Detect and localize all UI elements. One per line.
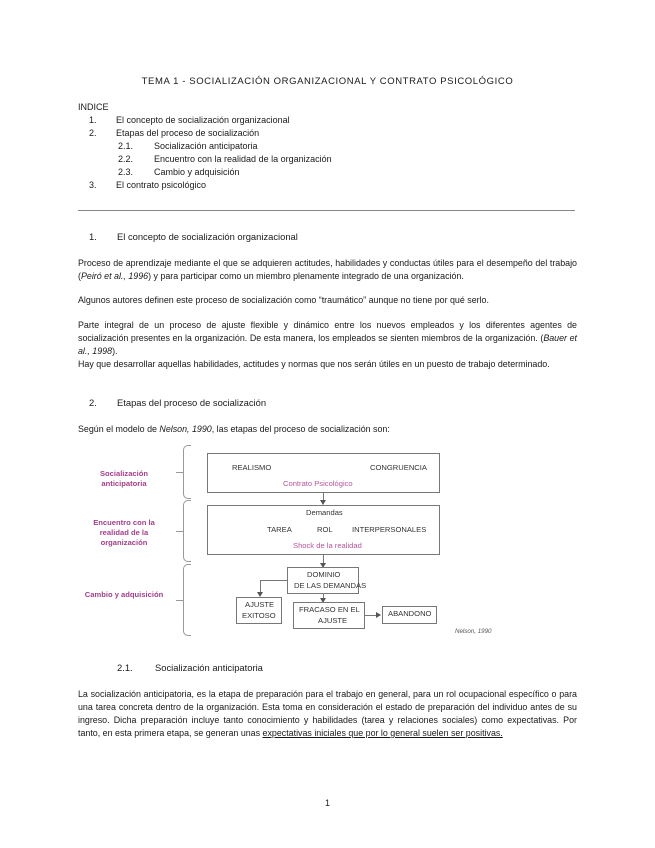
section-1-heading: El concepto de socialización organizacional	[117, 231, 298, 242]
index-heading: INDICE	[78, 102, 109, 112]
diagram-source: Nelson, 1990	[455, 628, 492, 635]
demandas-label: Demandas	[306, 508, 343, 517]
index-item-2-2-label[interactable]: Encuentro con la realidad de la organización	[154, 154, 332, 164]
section-1-paragraph-1: Proceso de aprendizaje mediante el que se adquieren actitudes, habilidades y conductas útiles para el desempeño del trabajo (Peiró et al., 1996) y para participar como un miembro plenamente integrado de una organización.	[78, 258, 577, 281]
ajuste-label-1: AJUSTE	[245, 600, 275, 609]
index-item-2-1-num: 2.1.	[118, 141, 134, 151]
index-item-1-label[interactable]: El concepto de socialización organizacional	[116, 115, 290, 125]
realismo-label: REALISMO	[232, 463, 272, 472]
section-2-1-paragraph: La socialización anticipatoria, es la etapa de preparación para el trabajo en general, para un rol ocupacional específico o para una tarea concreta dentro de la organización. Esta toma en consideración el estado de preparación del individuo antes de su ingreso. Dicha preparación incluye tanto conocimiento y habilidades (tarea y relaciones sociales) como expectativas. Por tanto, en esta primera etapa, se generan unas expectativas iniciales que por lo general suelen ser positivas.	[78, 689, 577, 738]
index-item-2-2-num: 2.2.	[118, 154, 134, 164]
index-item-2-num: 2.	[89, 128, 97, 138]
index-item-2-label[interactable]: Etapas del proceso de socialización	[116, 128, 260, 138]
index-item-3-num: 3.	[89, 180, 97, 190]
brace-stage-2	[183, 500, 191, 562]
section-1-paragraph-3: Parte integral de un proceso de ajuste flexible y dinámico entre los nuevos empleados y los diferentes agentes de socialización presentes en la organización. De esta manera, los empleados se sienten miembros de la organización. (Bauer et al., 1998).	[78, 320, 577, 356]
section-2-intro: Según el modelo de Nelson, 1990, las etapas del proceso de socialización son:	[78, 424, 390, 434]
page-number: 1	[324, 798, 330, 808]
ajuste-label-2: EXITOSO	[242, 611, 276, 620]
connector-left-h	[260, 580, 287, 581]
fracaso-label-2: AJUSTE	[318, 616, 348, 625]
stage-change-label: Cambio y adquisición	[84, 590, 164, 599]
fracaso-label-1: FRACASO EN EL	[299, 605, 360, 614]
section-2-1-num: 2.1.	[117, 662, 133, 673]
index-item-1-num: 1.	[89, 115, 97, 125]
section-1-num: 1.	[89, 231, 97, 242]
stage-encounter-label: Encuentro con la realidad de la organización	[93, 518, 155, 547]
citation-peiro: Peiró et al., 1996	[80, 271, 149, 281]
index-item-3-label[interactable]: El contrato psicológico	[116, 180, 207, 190]
section-divider	[78, 210, 575, 211]
index-item-2-3-label[interactable]: Cambio y adquisición	[154, 167, 240, 177]
citation-bauer: Bauer et al., 1998	[78, 333, 577, 356]
section-2-heading: Etapas del proceso de socialización	[117, 397, 267, 408]
rol-label: ROL	[317, 525, 333, 534]
index-item-2-3-num: 2.3.	[118, 167, 134, 177]
interpersonales-label: INTERPERSONALES	[352, 525, 427, 534]
index-item-2-1-label[interactable]: Socialización anticipatoria	[154, 141, 258, 151]
section-1-paragraph-2: Algunos autores definen este proceso de socialización como “traumático” aunque no tiene por qué serlo.	[78, 295, 489, 305]
document-title: TEMA 1 - SOCIALIZACIÓN ORGANIZACIONAL Y CONTRATO PSICOLÓGICO	[141, 76, 514, 87]
contrato-psicologico-label: Contrato Psicológico	[283, 479, 353, 488]
section-1-paragraph-4: Hay que desarrollar aquellas habilidades, actitudes y normas que nos serán útiles en un puesto de trabajo determinado.	[78, 359, 550, 369]
brace-stage-3	[183, 564, 191, 636]
citation-nelson: Nelson, 1990	[159, 424, 212, 434]
section-2-1-heading: Socialización anticipatoria	[155, 662, 263, 673]
section-2-num: 2.	[89, 397, 97, 408]
stage-anticipatory-label: Socialización anticipatoria	[99, 469, 149, 488]
dominio-label-2: DE LAS DEMANDAS	[294, 581, 367, 590]
arrow-right	[376, 612, 381, 618]
shock-realidad-label: Shock de la realidad	[293, 541, 362, 550]
abandono-label: ABANDONO	[388, 609, 432, 618]
congruencia-label: CONGRUENCIA	[370, 463, 427, 472]
tarea-label: TAREA	[267, 525, 292, 534]
underlined-expectativas: expectativas iniciales que por lo general suelen ser positivas.	[262, 728, 503, 738]
brace-stage-1	[183, 445, 191, 499]
dominio-label-1: DOMINIO	[307, 570, 341, 579]
